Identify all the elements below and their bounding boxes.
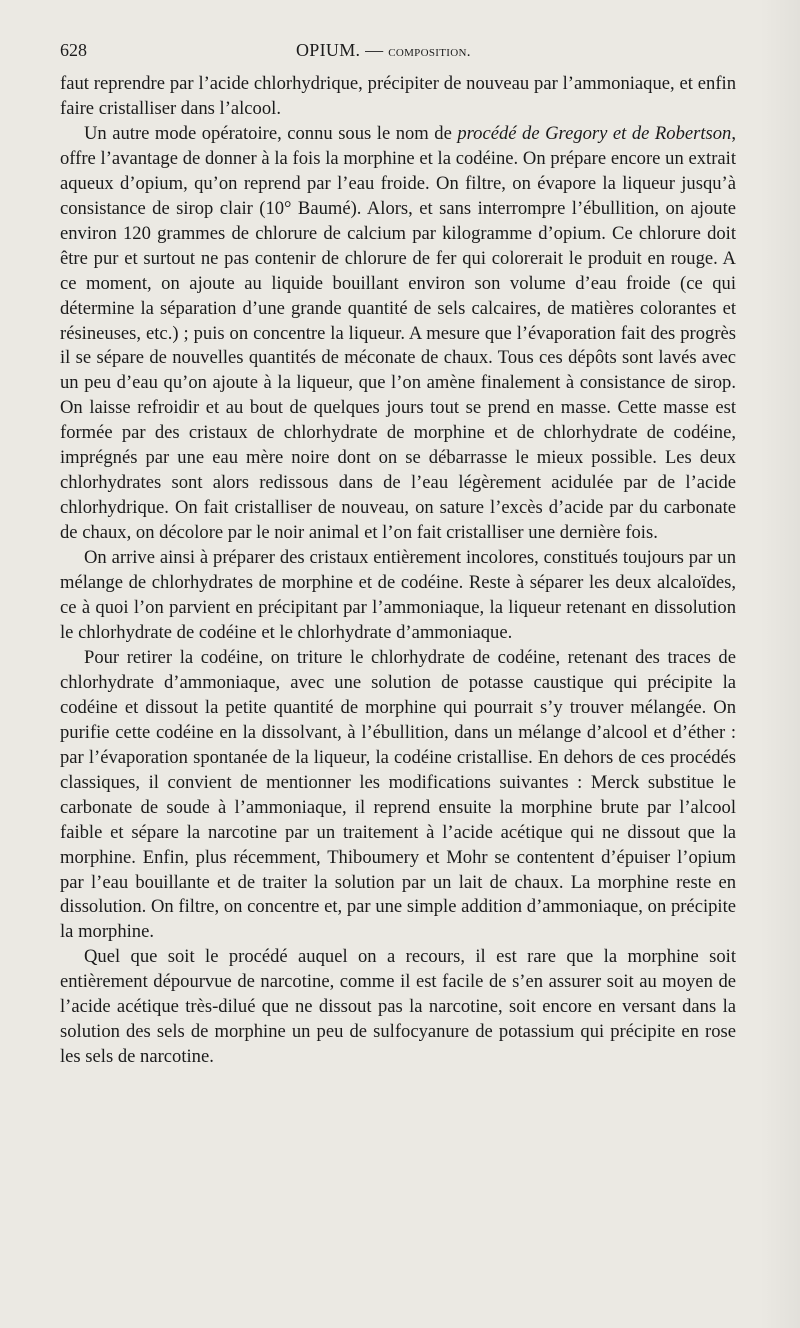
running-head-separator: — xyxy=(360,40,389,60)
paragraph-3: On arrive ainsi à préparer des cristaux entièrement incolores, constitués toujours par un mélange de chlorhydrates de morphine et de codéine. Reste à séparer les deux alcaloïdes, ce à quoi l’on parvient en précipitant par l’ammoniaque, la liqueur retenant en dissolution le chlorhydrate de codéine et le chlorhydrate d’ammoniaque. xyxy=(60,547,736,643)
margin-shade xyxy=(760,0,800,1328)
paragraph-2-lead: Un autre mode opératoire, connu sous le nom de xyxy=(84,122,458,144)
paragraph-1: faut reprendre par l’acide chlorhydrique, précipiter de nouveau par l’ammoniaque, et enfin faire cristalliser dans l’alcool. xyxy=(60,73,736,119)
body-text xyxy=(60,72,736,1070)
paragraph-5: Quel que soit le procédé auquel on a recours, il est rare que la morphine soit entièrement dépourvue de narcotine, comme il est facile de s’en assurer soit au moyen de l’acide acétique très-dilué que ne dissout pas la narcotine, soit encore en versant dans la solution des sels de morphine un peu de sulfocyanure de potassium qui précipite en rose les sels de narcotine. xyxy=(60,946,736,1068)
running-head-title: OPIUM. xyxy=(296,40,361,60)
running-head xyxy=(296,40,471,61)
paragraph-2-italic: procédé de Gregory et de Robertson xyxy=(457,122,732,144)
paragraph-4: Pour retirer la codéine, on triture le chlorhydrate de codéine, retenant des traces de chlorhydrate d’ammoniaque, avec une solution de potasse caustique qui précipite la codéine et dissout la petite quantité de morphine qui pourrait s’y trouver mélangée. On purifie cette codéine en la dissolvant, à l’ébullition, dans un mélange d’alcool et d’éther : par l’évaporation spontanée de la liqueur, la codéine cristallise. En dehors de ces procédés classiques, il convient de mentionner les modifications suivantes : Merck substitue le carbonate de soude à l’ammoniaque, il reprend ensuite la morphine brute par l’alcool faible et sépare la narcotine par un traitement à l’acide acétique qui ne dissout que la morphine. Enfin, plus récemment, Thiboumery et Mohr se contentent d’épuiser l’opium par l’eau bouillante et de traiter la solution par un lait de chaux. La morphine reste en dissolution. On filtre, on concentre et, par une simple addition d’ammoniaque, on précipite la morphine. xyxy=(60,646,736,943)
page-number: 628 xyxy=(60,40,87,60)
running-head-subtitle: composition. xyxy=(388,44,471,60)
paragraph-2-rest: , offre l’avantage de donner à la fois la morphine et la codéine. On prépare encore un extrait aqueux d’opium, qu’on reprend par l’eau froide. On filtre, on évapore la liqueur jusqu’à consistance de sirop clair (10° Baumé). Alors, et sans interrompre l’ébullition, on ajoute environ 120 grammes de chlorure de calcium par kilogramme d’opium. Ce chlorure doit être pur et surtout ne pas contenir de chlorure de fer qui colorerait le produit en rouge. A ce moment, on ajoute au liquide bouillant environ son volume d’eau froide (ce qui détermine la séparation d’une grande quantité de sels calcaires, de matières colorantes et résineuses, etc.) ; puis on concentre la liqueur. A mesure que l’évaporation fait des progrès il se sépare de nouvelles quantités de méconate de chaux. Tous ces dépôts sont lavés avec un peu d’eau qu’on ajoute à la liqueur, que l’on amène finalement à consistance de sirop. On laisse refroidir et au bout de quelques jours tout se prend en masse. Cette masse est formée par des cristaux de chlorhydrate de morphine et de chlorhydrate de codéine, imprégnés par une eau mère noire dont on se débarrasse le mieux possible. Les deux chlorhydrates sont alors redissous dans de l’eau légèrement acidulée par de l’acide chlorhydrique. On fait cristalliser de nouveau, on sature l’excès d’acide par du carbonate de chaux, on décolore par le noir animal et l’on fait cristalliser une dernière fois. xyxy=(60,122,737,544)
paragraph-2 xyxy=(60,122,736,546)
page-header xyxy=(60,40,736,64)
